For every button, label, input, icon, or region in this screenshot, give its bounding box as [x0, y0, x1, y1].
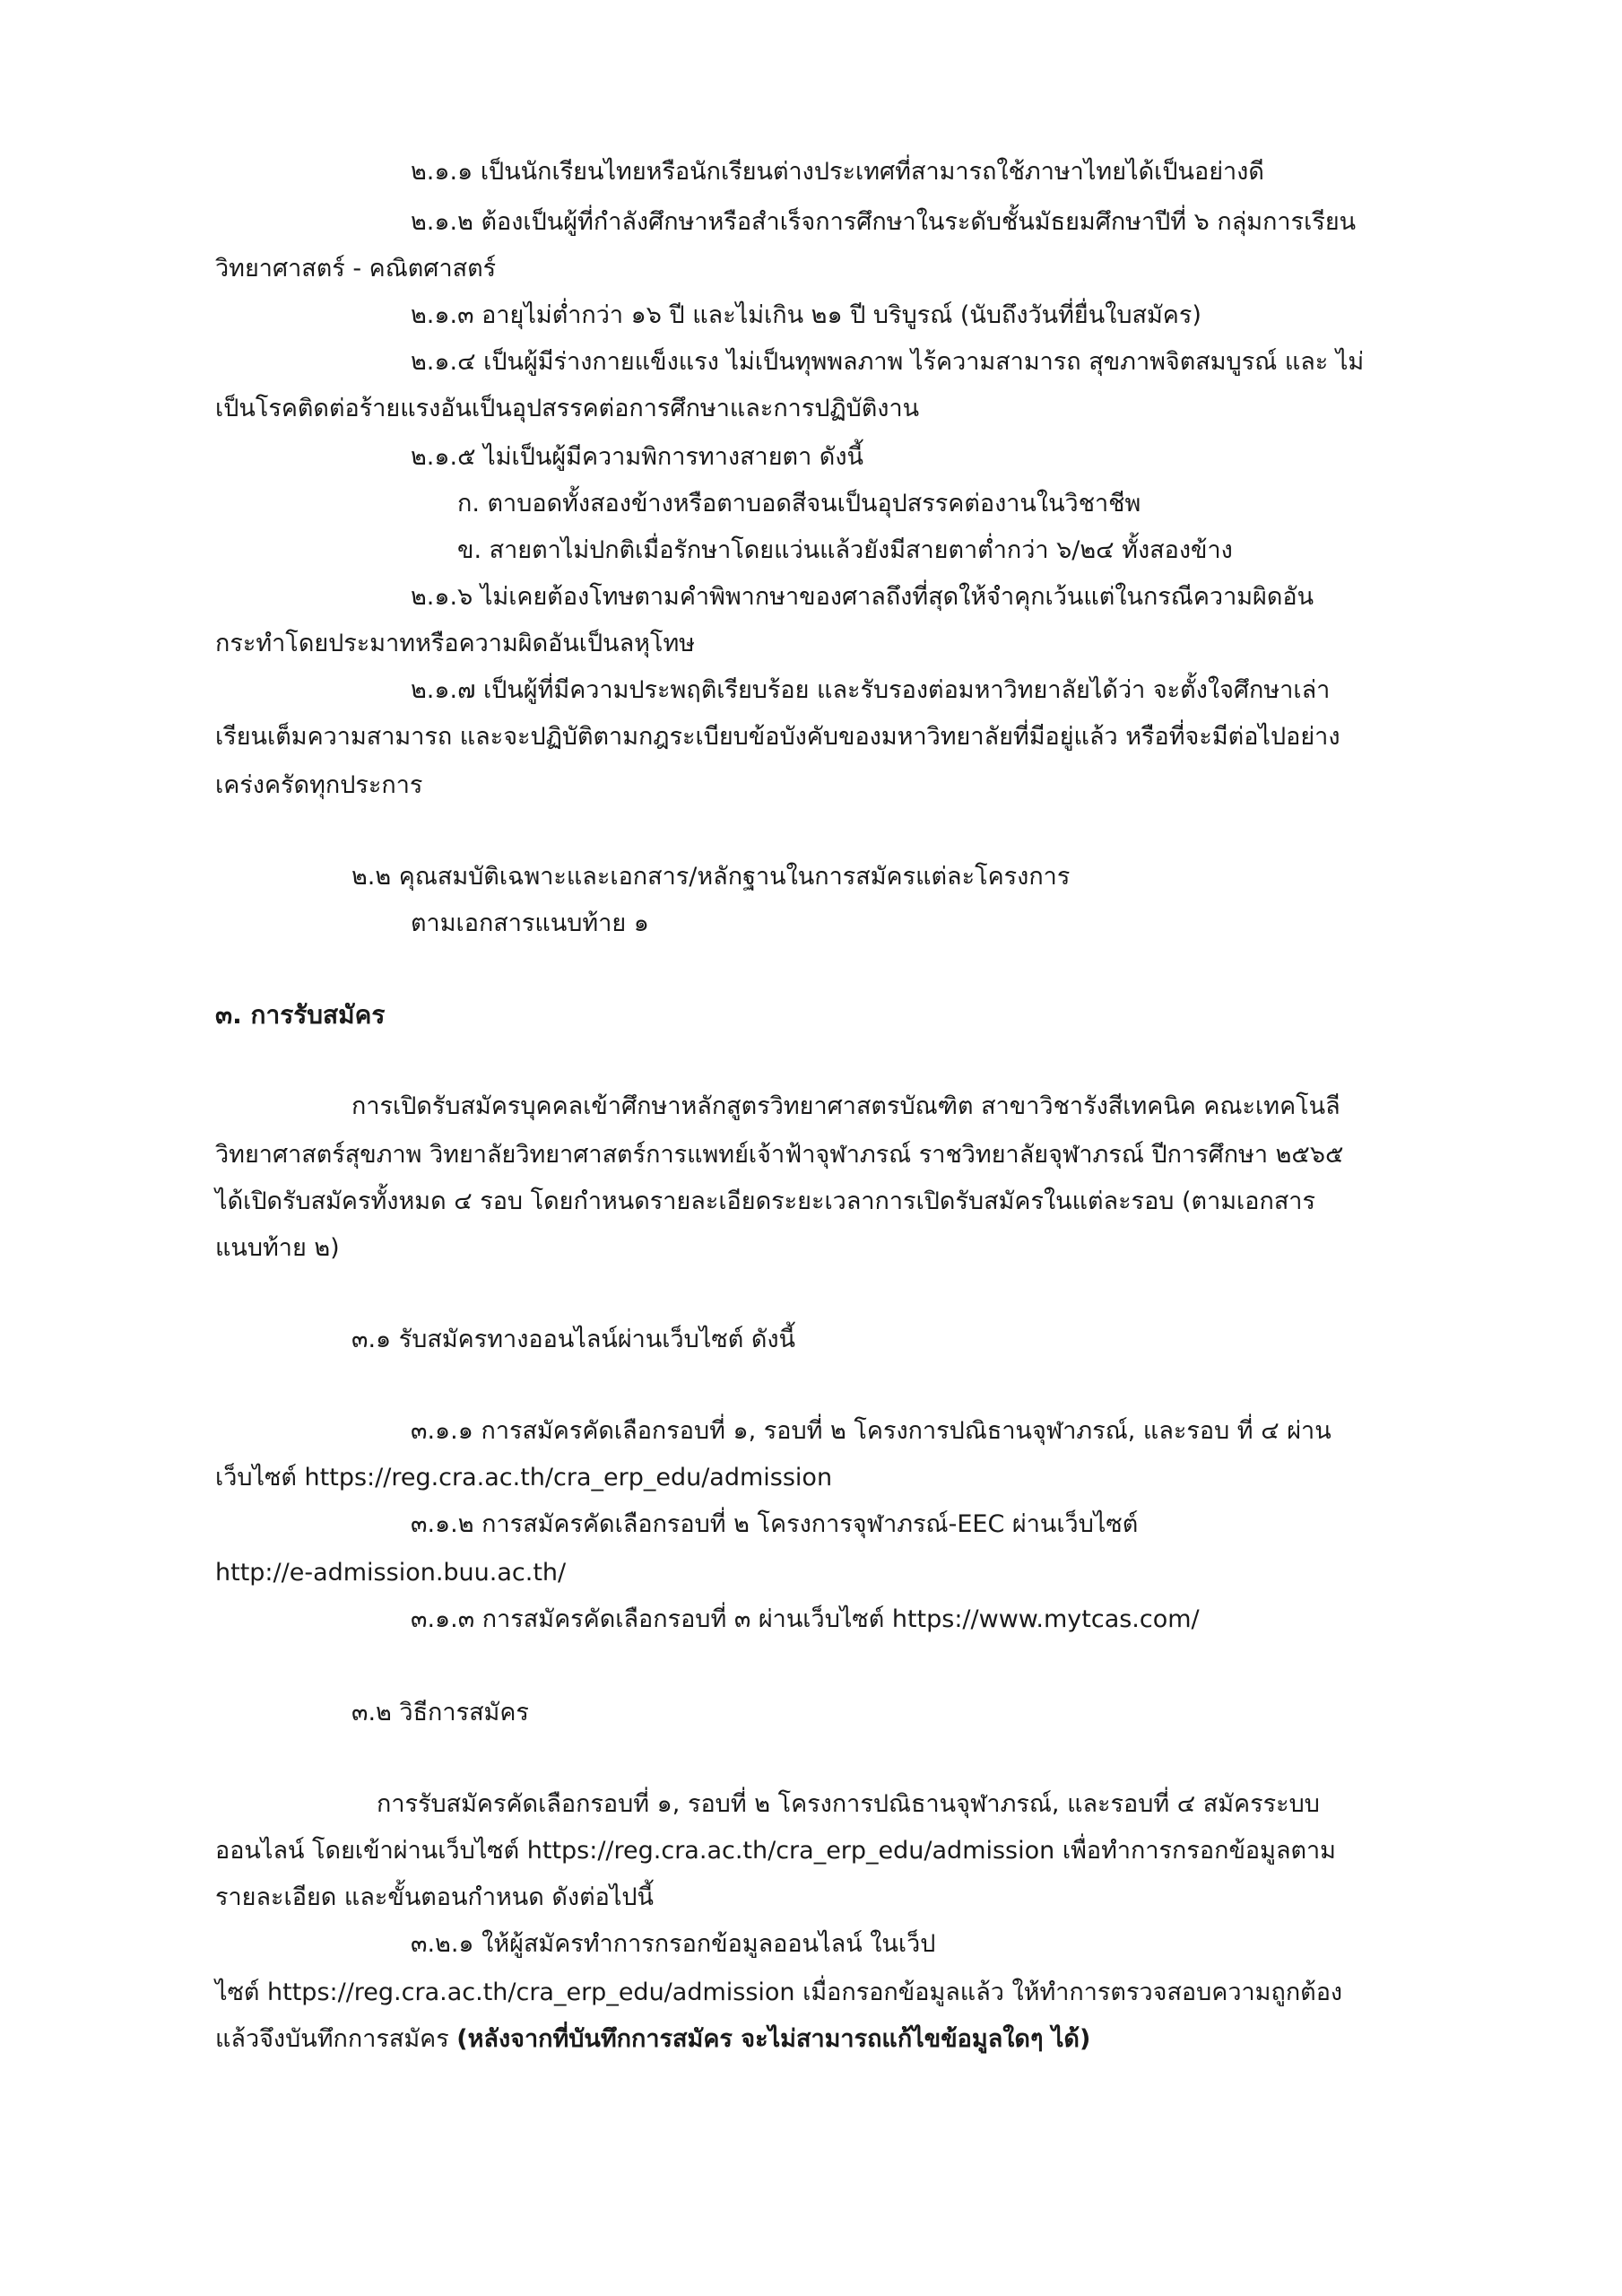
item-2-1-3-line-1: ๒.๑.๓ อายุไม่ต่ำกว่า ๑๖ ปี และไม่เกิน ๒๑ ปี บริบูรณ์ (นับถึงวันที่ยื่นใบสมัคร): [411, 301, 1201, 329]
item-2-1-7-line-3: เคร่งครัดทุกประการ: [215, 771, 423, 799]
item-2-1-2-line-2: วิทยาศาสตร์ - คณิตศาสตร์: [215, 255, 497, 283]
item-2-1-5-b: ข. สายตาไม่ปกติเมื่อรักษาโดยแว่นแล้วยังมีสายตาต่ำกว่า ๖/๒๔ ทั้งสองข้าง: [457, 536, 1233, 564]
section-3-1-title: ๓.๑ รับสมัครทางออนไลน์ผ่านเว็บไซต์ ดังนี้: [351, 1326, 796, 1353]
section-3-intro-line-3: ได้เปิดรับสมัครทั้งหมด ๔ รอบ โดยกำหนดรายละเอียดระยะเวลาการเปิดรับสมัครในแต่ละรอบ (ตามเอกสาร: [215, 1187, 1315, 1215]
item-2-1-1-line-1: ๒.๑.๑ เป็นนักเรียนไทยหรือนักเรียนต่างประเทศที่สามารถใช้ภาษาไทยได้เป็นอย่างดี: [411, 158, 1264, 186]
section-3-intro-line-4: แนบท้าย ๒): [215, 1234, 340, 1262]
item-2-1-6-line-1: ๒.๑.๖ ไม่เคยต้องโทษตามคำพิพากษาของศาลถึงที่สุดให้จำคุกเว้นแต่ในกรณีความผิดอัน: [411, 583, 1314, 611]
section-3-heading: ๓. การรับสมัคร: [215, 1000, 386, 1030]
section-2-2-title: ๒.๒ คุณสมบัติเฉพาะและเอกสาร/หลักฐานในการสมัครแต่ละโครงการ: [351, 863, 1071, 891]
section-3-intro-line-2: วิทยาศาสตร์สุขภาพ วิทยาลัยวิทยาศาสตร์การแพทย์เจ้าฟ้าจุฬาภรณ์ ราชวิทยาลัยจุฬาภรณ์ ปีการศึกษา ๒๕๖๕: [215, 1141, 1344, 1169]
item-2-1-4-line-1: ๒.๑.๔ เป็นผู้มีร่างกายแข็งแรง ไม่เป็นทุพพลภาพ ไร้ความสามารถ สุขภาพจิตสมบูรณ์ และ ไม่: [411, 348, 1365, 376]
section-2-2-body: ตามเอกสารแนบท้าย ๑: [411, 909, 649, 937]
section-3-2-title: ๓.๒ วิธีการสมัคร: [351, 1699, 529, 1726]
item-2-1-7-line-2: เรียนเต็มความสามารถ และจะปฏิบัติตามกฎระเบียบข้อบังคับของมหาวิทยาลัยที่มีอยู่แล้ว หรือที่จะมีต่อไปอย่าง: [215, 723, 1340, 751]
item-3-2-1-warning: (หลังจากที่บันทึกการสมัคร จะไม่สามารถแก้ไขข้อมูลใดๆ ได้): [456, 2025, 1091, 2053]
section-3-2-intro-line-1: การรับสมัครคัดเลือกรอบที่ ๑, รอบที่ ๒ โครงการปณิธานจุฬาภรณ์, และรอบที่ ๔ สมัครระบบ: [377, 1790, 1320, 1818]
item-2-1-5-line-1: ๒.๑.๕ ไม่เป็นผู้มีความพิการทางสายตา ดังนี้: [411, 443, 863, 471]
item-2-1-6-line-2: กระทำโดยประมาทหรือความผิดอันเป็นลหุโทษ: [215, 630, 696, 657]
item-3-1-1-line-2: เว็บไซต์ https://reg.cra.ac.th/cra_erp_edu/admission: [215, 1464, 833, 1492]
section-3-2-intro-line-2: ออนไลน์ โดยเข้าผ่านเว็บไซต์ https://reg.cra.ac.th/cra_erp_edu/admission เพื่อทำการกรอกข้อมูลตาม: [215, 1837, 1336, 1865]
item-2-1-4-line-2: เป็นโรคติดต่อร้ายแรงอันเป็นอุปสรรคต่อการศึกษาและการปฏิบัติงาน: [215, 395, 920, 422]
section-3-intro-line-1: การเปิดรับสมัครบุคคลเข้าศึกษาหลักสูตรวิทยาศาสตรบัณฑิต สาขาวิชารังสีเทคนิค คณะเทคโนลี: [351, 1092, 1340, 1120]
item-2-1-7-line-1: ๒.๑.๗ เป็นผู้ที่มีความประพฤติเรียบร้อย และรับรองต่อมหาวิทยาลัยได้ว่า จะตั้งใจศึกษาเล่า: [411, 676, 1331, 704]
item-2-1-5-a: ก. ตาบอดทั้งสองข้างหรือตาบอดสีจนเป็นอุปสรรคต่องานในวิชาชีพ: [457, 490, 1141, 517]
item-3-2-1-line-2: ไซต์ https://reg.cra.ac.th/cra_erp_edu/admission เมื่อกรอกข้อมูลแล้ว ให้ทำการตรวจสอบความถูกต้อง: [215, 1979, 1343, 2006]
section-3-2-intro-line-3: รายละเอียด และขั้นตอนกำหนด ดังต่อไปนี้: [215, 1883, 655, 1911]
item-3-2-1-line-3: [215, 2022, 1090, 2057]
item-3-2-1-line-3-plain: แล้วจึงบันทึกการสมัคร: [215, 2025, 457, 2053]
item-3-2-1-line-1: ๓.๒.๑ ให้ผู้สมัครทำการกรอกข้อมูลออนไลน์ ในเว็ป: [411, 1930, 936, 1958]
item-3-1-1-line-1: ๓.๑.๑ การสมัครคัดเลือกรอบที่ ๑, รอบที่ ๒ โครงการปณิธานจุฬาภรณ์, และรอบ ที่ ๔ ผ่าน: [411, 1417, 1331, 1445]
item-3-1-3: ๓.๑.๓ การสมัครคัดเลือกรอบที่ ๓ ผ่านเว็บไซต์ https://www.mytcas.com/: [411, 1605, 1200, 1633]
item-2-1-2-line-1: ๒.๑.๒ ต้องเป็นผู้ที่กำลังศึกษาหรือสำเร็จการศึกษาในระดับชั้นมัธยมศึกษาปีที่ ๖ กลุ่มการเรียน: [411, 208, 1357, 236]
item-3-1-2-line-1: ๓.๑.๒ การสมัครคัดเลือกรอบที่ ๒ โครงการจุฬาภรณ์-EEC ผ่านเว็บไซต์: [411, 1510, 1139, 1538]
item-3-1-2-line-2: http://e-admission.buu.ac.th/: [215, 1559, 567, 1587]
